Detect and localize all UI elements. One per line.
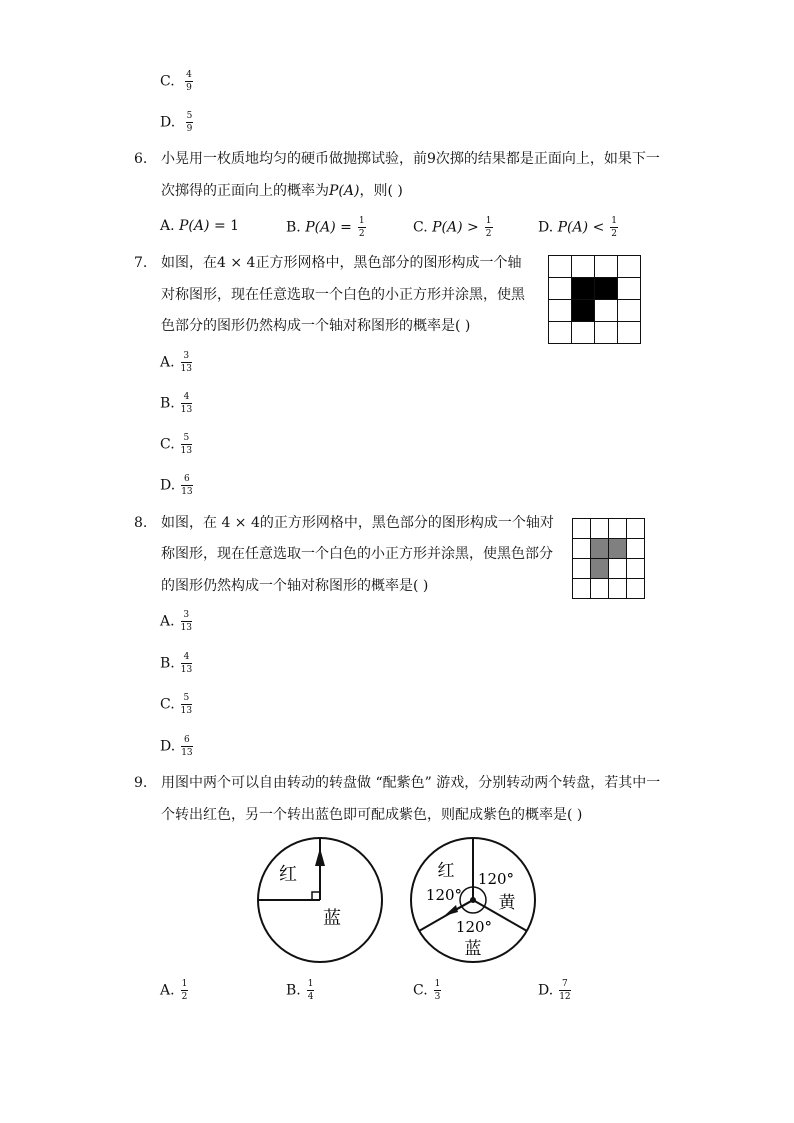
sector-label-blue: 蓝 [323, 908, 341, 929]
fraction: $\frac{4}{9}$ [186, 70, 192, 93]
option-c[interactable]: C. $\frac{5}{13}$ [160, 693, 193, 716]
question-number: 8. [134, 515, 148, 531]
sector-label-red: 红 [437, 861, 455, 881]
question-text: 色部分的图形仍然构成一个轴对称图形的概率是( ) [161, 318, 471, 334]
spinner-2 [411, 838, 535, 962]
option-c[interactable]: C. $\frac{5}{13}$ [160, 433, 193, 456]
option-a[interactable]: A. $\frac{3}{13}$ [160, 351, 193, 374]
option-a[interactable]: A. $\frac{3}{13}$ [160, 610, 193, 633]
grid-figure-q7 [548, 255, 641, 344]
option-d[interactable]: D. $\frac{6}{13}$ [160, 735, 193, 758]
spinners-figure [250, 832, 550, 968]
question-text: 称图形，现在任意选取一个白色的小正方形并涂黑，使黑色部分 [161, 546, 553, 562]
pointer-arrow-icon [444, 905, 458, 916]
option-a[interactable]: A. $\frac{1}{2}$ [160, 979, 188, 1002]
option-c[interactable]: C. P(A) > $\frac{1}{2}$ [413, 216, 492, 239]
sector-label-red: 红 [279, 864, 297, 885]
question-text: 如图，在 4 × 4的正方形网格中，黑色部分的图形构成一个轴对 [161, 515, 554, 531]
question-text: 如图，在4 × 4正方形网格中，黑色部分的图形构成一个轴 [161, 255, 522, 271]
option-d[interactable]: D. $\frac{5}{9}$ [160, 111, 193, 134]
angle-label: 120° [477, 870, 515, 888]
option-b[interactable]: B. $\frac{4}{13}$ [160, 392, 193, 415]
question-text: 用图中两个可以自由转动的转盘做 “配紫色” 游戏，分别转动两个转盘，若其中一 [161, 775, 661, 791]
fraction: $\frac{5}{9}$ [186, 111, 193, 134]
option-b[interactable]: B. $\frac{4}{13}$ [160, 652, 193, 675]
option-b[interactable]: B. P(A) = $\frac{1}{2}$ [286, 216, 365, 239]
question-number: 6. [134, 151, 148, 167]
sector-label-yellow: 黄 [498, 893, 516, 913]
question-text: 的图形仍然构成一个轴对称图形的概率是( ) [161, 578, 429, 594]
option-d[interactable]: D. P(A) < $\frac{1}{2}$ [538, 216, 618, 239]
angle-label: 120° [425, 886, 463, 904]
spinner-1 [258, 838, 382, 962]
question-text: 小晃用一枚质地均匀的硬币做抛掷试验，前9次掷的结果都是正面向上，如果下一 [161, 151, 660, 167]
question-text: 对称图形，现在任意选取一个白色的小正方形并涂黑，使黑 [161, 287, 525, 303]
option-b[interactable]: B. $\frac{1}{4}$ [286, 979, 314, 1002]
pointer-arrow-icon [315, 848, 325, 866]
option-c[interactable]: C. $\frac{1}{3}$ [413, 979, 441, 1002]
option-d[interactable]: D. $\frac{6}{13}$ [160, 474, 193, 497]
question-number: 9. [134, 775, 148, 791]
option-a[interactable]: A. P(A) = 1 [160, 218, 240, 234]
question-text: 次掷得的正面向上的概率为P(A)，则( ) [161, 183, 403, 199]
question-text: 个转出红色，另一个转出蓝色即可配成紫色，则配成紫色的概率是( ) [161, 807, 583, 823]
option-c[interactable]: C. $\frac{4}{9}$ [160, 70, 192, 93]
question-number: 7. [134, 255, 148, 271]
angle-label: 120° [455, 918, 493, 936]
option-d[interactable]: D. $\frac{7}{12}$ [538, 979, 571, 1002]
grid-figure-q8 [572, 518, 645, 599]
sector-label-blue: 蓝 [464, 939, 482, 959]
